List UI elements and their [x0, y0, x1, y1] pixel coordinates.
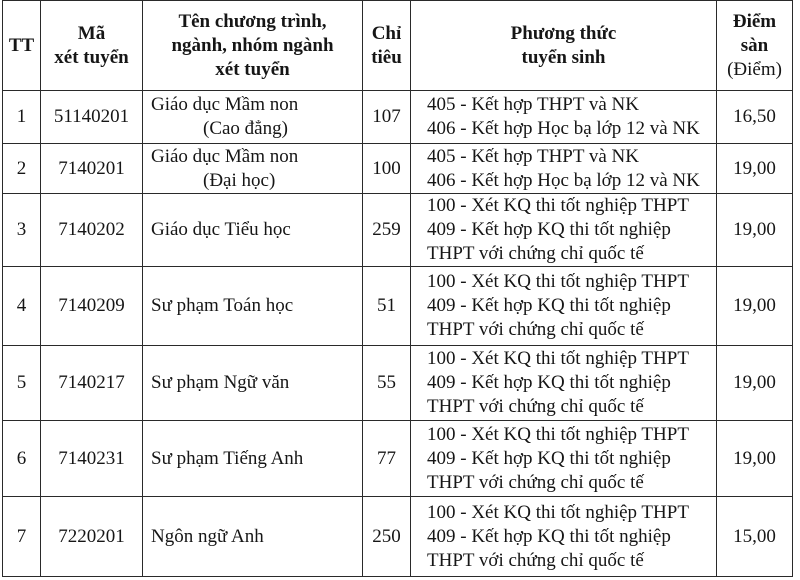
method-line: 100 - Xét KQ thi tốt nghiệp THPT [427, 348, 689, 369]
cell-program: Sư phạm Toán học [143, 267, 363, 346]
program-name: Giáo dục Mầm non [151, 94, 299, 115]
cell-method [411, 144, 717, 194]
program-name: Giáo dục Mầm non [151, 145, 299, 167]
header-quota-line: tiêu [371, 46, 402, 68]
cell-program: Sư phạm Ngữ văn [143, 346, 363, 421]
header-score-line: sàn [740, 34, 769, 56]
cell-quota: 259 [363, 194, 411, 267]
method-line: 405 - Kết hợp THPT và NK [427, 94, 639, 115]
header-program-line: xét tuyển [215, 58, 290, 80]
method-line: THPT với chứng chỉ quốc tế [427, 319, 644, 340]
method-line: 409 - Kết hợp KQ thi tốt nghiệp [427, 219, 671, 240]
cell-tt: 7 [3, 497, 41, 577]
method-line: THPT với chứng chỉ quốc tế [427, 549, 644, 571]
cell-quota: 77 [363, 421, 411, 497]
cell-code: 7140231 [41, 421, 143, 497]
method-line: 100 - Xét KQ thi tốt nghiệp THPT [427, 271, 689, 292]
cell-program: Giáo dục Tiểu học [143, 194, 363, 267]
cell-code: 7140209 [41, 267, 143, 346]
table-row [3, 91, 793, 144]
cell-score: 19,00 [717, 346, 793, 421]
cell-quota: 51 [363, 267, 411, 346]
cell-code: 7140202 [41, 194, 143, 267]
header-method [411, 1, 717, 91]
method-line: 406 - Kết hợp Học bạ lớp 12 và NK [427, 118, 700, 139]
cell-score: 15,00 [717, 497, 793, 577]
header-score-line: Điểm [732, 10, 777, 32]
table-row [3, 346, 793, 421]
cell-score: 16,50 [717, 91, 793, 144]
header-code [41, 1, 143, 91]
cell-tt: 2 [3, 144, 41, 194]
table-row [3, 267, 793, 346]
admission-table [2, 0, 793, 577]
cell-method [411, 91, 717, 144]
cell-code: 7220201 [41, 497, 143, 577]
table-row [3, 497, 793, 577]
method-line: 100 - Xét KQ thi tốt nghiệp THPT [427, 195, 689, 216]
method-line: THPT với chứng chỉ quốc tế [427, 396, 644, 417]
method-line: 405 - Kết hợp THPT và NK [427, 145, 639, 167]
cell-code: 7140217 [41, 346, 143, 421]
header-tt [3, 1, 41, 91]
program-level: (Đại học) [203, 169, 276, 191]
cell-program [143, 144, 363, 194]
cell-tt: 4 [3, 267, 41, 346]
cell-tt: 3 [3, 194, 41, 267]
cell-method [411, 421, 717, 497]
header-code-line: Mã [77, 22, 106, 44]
method-line: 409 - Kết hợp KQ thi tốt nghiệp [427, 525, 671, 547]
cell-score: 19,00 [717, 421, 793, 497]
cell-score: 19,00 [717, 267, 793, 346]
method-line: 100 - Xét KQ thi tốt nghiệp THPT [427, 423, 689, 445]
cell-quota: 100 [363, 144, 411, 194]
header-score-line: (Điểm) [727, 58, 782, 80]
header-program-line: ngành, nhóm ngành [171, 34, 334, 56]
cell-score: 19,00 [717, 194, 793, 267]
cell-program [143, 91, 363, 144]
method-line: 406 - Kết hợp Học bạ lớp 12 và NK [427, 169, 700, 191]
header-program-line: Tên chương trình, [178, 10, 327, 32]
program-level: (Cao đẳng) [203, 118, 288, 139]
table-row [3, 144, 793, 194]
cell-tt: 1 [3, 91, 41, 144]
cell-code: 7140201 [41, 144, 143, 194]
method-line: 409 - Kết hợp KQ thi tốt nghiệp [427, 295, 671, 316]
method-line: 100 - Xét KQ thi tốt nghiệp THPT [427, 501, 689, 523]
header-tt-label: TT [8, 34, 35, 56]
cell-method [411, 497, 717, 577]
table-row [3, 421, 793, 497]
header-score [717, 1, 793, 91]
header-program [143, 1, 363, 91]
header-quota-line: Chỉ [371, 22, 402, 44]
header-code-line: xét tuyển [54, 46, 129, 68]
cell-method [411, 346, 717, 421]
cell-quota: 55 [363, 346, 411, 421]
cell-program: Sư phạm Tiếng Anh [143, 421, 363, 497]
cell-tt: 6 [3, 421, 41, 497]
method-line: 409 - Kết hợp KQ thi tốt nghiệp [427, 372, 671, 393]
header-method-line: Phương thức [510, 22, 617, 44]
table-row [3, 194, 793, 267]
cell-code: 51140201 [41, 91, 143, 144]
cell-quota: 250 [363, 497, 411, 577]
header-row [3, 1, 793, 91]
cell-tt: 5 [3, 346, 41, 421]
method-line: THPT với chứng chỉ quốc tế [427, 243, 644, 264]
header-method-line: tuyển sinh [521, 46, 606, 68]
cell-method [411, 267, 717, 346]
cell-score: 19,00 [717, 144, 793, 194]
method-line: 409 - Kết hợp KQ thi tốt nghiệp [427, 447, 671, 469]
method-line: THPT với chứng chỉ quốc tế [427, 471, 644, 493]
cell-program: Ngôn ngữ Anh [143, 497, 363, 577]
cell-method [411, 194, 717, 267]
cell-quota: 107 [363, 91, 411, 144]
header-quota [363, 1, 411, 91]
